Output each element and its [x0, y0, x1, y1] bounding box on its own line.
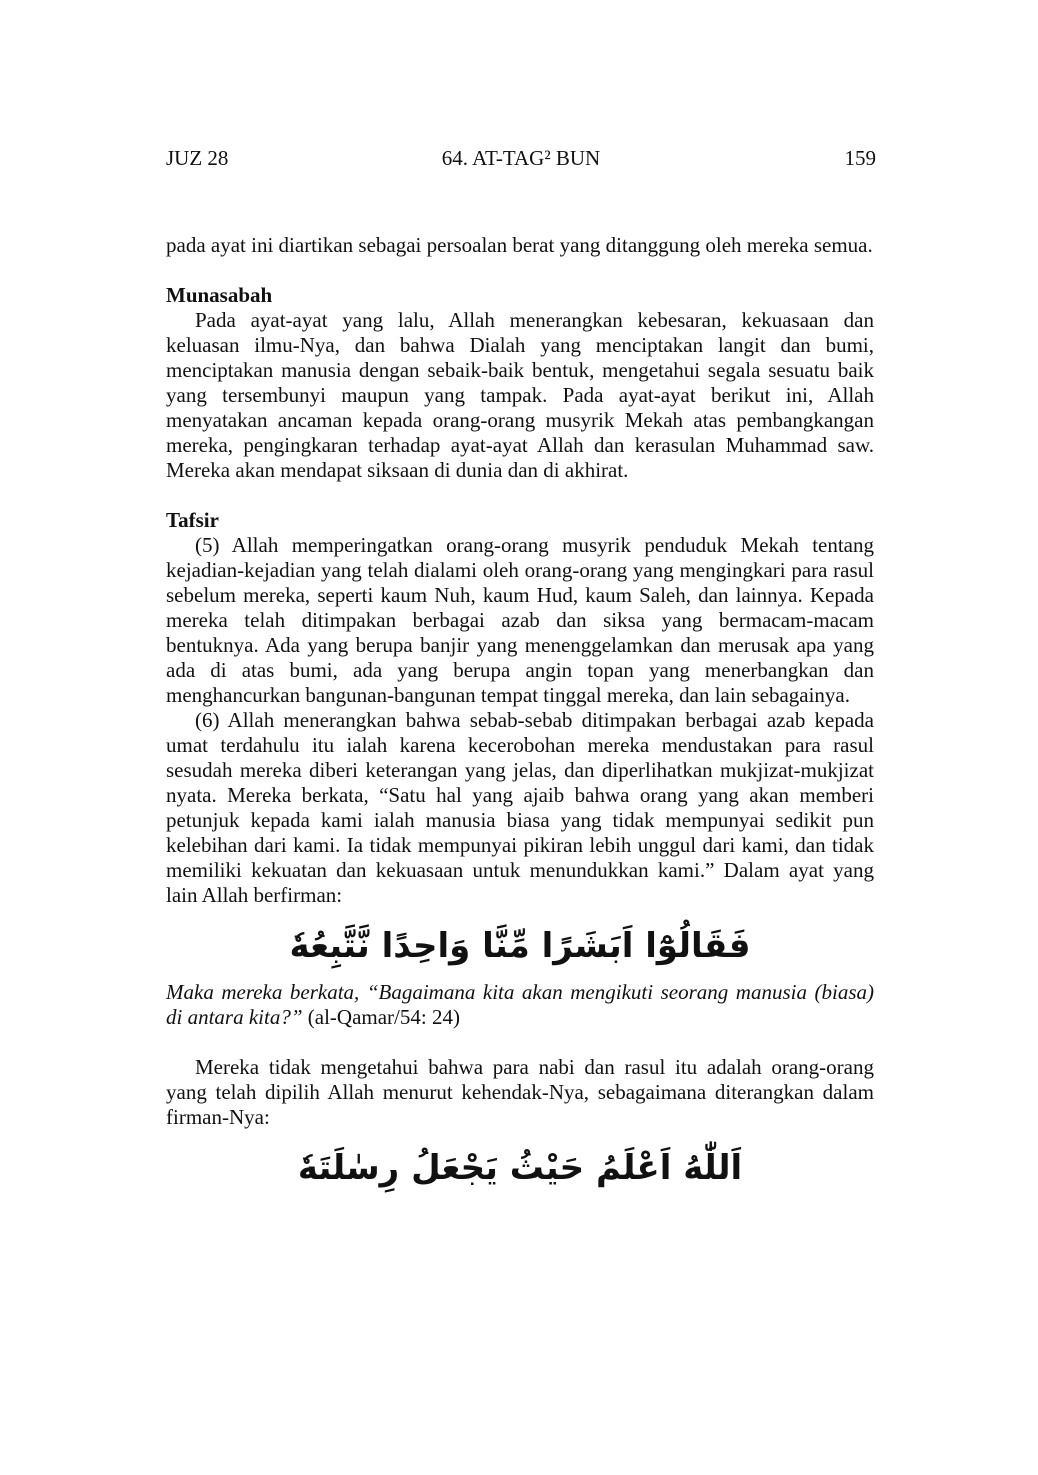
arabic-verse-2: اَللّٰهُ اَعْلَمُ حَيْثُ يَجْعَلُ رِسٰلَتَهٗ: [297, 1148, 743, 1188]
page-body: [166, 233, 874, 1202]
tafsir-paragraph-6: (6) Allah menerangkan bahwa sebab-sebab ditimpakan berbagai azab kepada umat terdahulu itu ialah karena kecerobohan mereka mendustakan para rasul sesudah mereka diberi keterangan yang jelas, dan diperlihatkan mukjizat-mukjizat nyata. Mereka berkata, “Satu hal yang ajaib bahwa orang yang akan memberi petunjuk kepada kami ialah manusia biasa yang tidak mempunyai sedikit pun kelebihan dari kami. Ia tidak mempunyai pikiran lebih unggul dari kami, dan tidak memiliki kekuatan dan kekuasaan untuk menundukkan kami.” Dalam ayat yang lain Allah berfirman:: [166, 708, 874, 907]
arabic-verse-1: فَقَالُوْٓا اَبَشَرًا مِّنَّا وَاحِدًا نَّتَّبِعُهٗ: [289, 926, 751, 966]
page-header: [166, 146, 876, 176]
tafsir-paragraph-5: (5) Allah memperingatkan orang-orang musyrik penduduk Mekah tentang kejadian-kejadian yang telah dialami oleh orang-orang yang mengingkari para rasul sebelum mereka, seperti kaum Nuh, kaum Hud, kaum Saleh, dan lainnya. Kepada mereka telah ditimpakan berbagai azab dan siksa yang bermacam-macam bentuknya. Ada yang berupa banjir yang menenggelamkan dan merusak apa yang ada di atas bumi, ada yang berupa angin topan yang menerbangkan dan menghancurkan bangunan-bangunan tempat tinggal mereka, dan lain sebagainya.: [166, 533, 874, 707]
surah-title: 64. AT-TAG² BUN: [441, 146, 601, 170]
intro-paragraph: pada ayat ini diartikan sebagai persoalan berat yang ditanggung oleh mereka semua.: [166, 233, 873, 257]
page-number: 159: [844, 146, 876, 170]
translation-text: Maka mereka berkata, “Bagaimana kita akan mengikuti seorang manusia (biasa) di antara kita?”: [166, 980, 874, 1029]
tafsir-paragraph-after: Mereka tidak mengetahui bahwa para nabi dan rasul itu adalah orang-orang yang telah dipilih Allah menurut kehendak-Nya, sebagaimana diterangkan dalam firman-Nya:: [166, 1055, 874, 1129]
juz-label: JUZ 28: [166, 146, 229, 170]
munasabah-heading: Munasabah: [166, 283, 273, 307]
spacer: [166, 483, 874, 508]
tafsir-heading: Tafsir: [166, 508, 219, 532]
munasabah-paragraph: Pada ayat-ayat yang lalu, Allah menerangkan kebesaran, kekuasaan dan keluasan ilmu-Nya, dan bahwa Dialah yang menciptakan langit dan bumi, menciptakan manusia dengan sebaik-baik bentuk, mengetahui segala sesuatu baik yang tersembunyi maupun yang tampak. Pada ayat-ayat berikut ini, Allah menyatakan ancaman kepada orang-orang musyrik Mekah atas pembangkangan mereka, pengingkaran terhadap ayat-ayat Allah dan kerasulan Muhammad saw. Mereka akan mendapat siksaan di dunia dan di akhirat.: [166, 308, 874, 482]
spacer: [166, 1030, 874, 1055]
spacer: [166, 258, 874, 283]
verse-translation-1: [166, 980, 874, 1030]
verse-reference: (al-Qamar/54: 24): [307, 1005, 460, 1029]
